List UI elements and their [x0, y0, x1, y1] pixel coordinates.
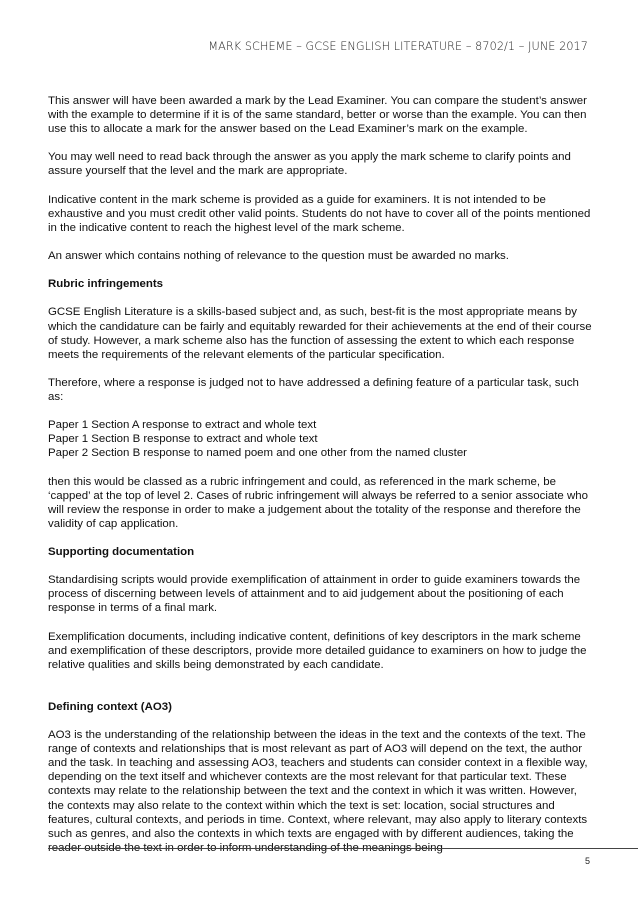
paragraph-best-fit: GCSE English Literature is a skills-based subject and, as such, best-fit is the most appropriate means by which the candidature can be fairly and equitably rewarded for their achievements at the end of their course of study. However, a mark scheme also has the function of assessing the extent to which each response meets the requirements of the relevant elements of the particular specification.: [48, 306, 592, 361]
heading-rubric-infringements: Rubric infringements: [48, 278, 164, 291]
list-item: Paper 1 Section A response to extract and whole text: [48, 419, 317, 432]
paper-section-list: [48, 418, 596, 460]
footer-divider: [48, 848, 638, 849]
paragraph-exemplification: Exemplification documents, including indicative content, definitions of key descriptors in the mark scheme and exemplification of these descriptors, provide more detailed guidance to examiners on how to judge the relative qualities and skills being demonstrated by each candidate.: [48, 630, 587, 671]
paragraph-read-back: You may well need to read back through the answer as you apply the mark scheme to clarify points and assure yourself that the level and the mark are appropriate.: [48, 151, 571, 178]
paragraph-standardising-scripts: Standardising scripts would provide exemplification of attainment in order to guide examiners towards the process of discerning between levels of attainment and to aid judgement about the positioning of each response in terms of a final mark.: [48, 574, 581, 615]
paragraph-lead-examiner: This answer will have been awarded a mark by the Lead Examiner. You can compare the student’s answer with the example to determine if it is of the same standard, better or worse than the example. You can then use this to allocate a mark for the answer based on the Lead Examiner’s mark on the example.: [48, 95, 587, 136]
page-number: 5: [584, 856, 590, 866]
paragraph-indicative-content: Indicative content in the mark scheme is provided as a guide for examiners. It is not intended to be exhaustive and you must credit other valid points. Students do not have to cover all of the points mentioned in the indicative content to reach the highest level of the mark scheme.: [48, 193, 591, 234]
list-item: Paper 2 Section B response to named poem and one other from the named cluster: [48, 447, 467, 460]
list-item: Paper 1 Section B response to extract and whole text: [48, 433, 318, 446]
paragraph-therefore: Therefore, where a response is judged not to have addressed a defining feature of a particular task, such as:: [48, 376, 579, 403]
paragraph-no-marks: An answer which contains nothing of relevance to the question must be awarded no marks.: [48, 250, 509, 263]
document-body: [48, 94, 596, 855]
paragraph-rubric-capped: then this would be classed as a rubric infringement and could, as referenced in the mark scheme, be ‘capped’ at the top of level 2. Cases of rubric infringement will always be referred to a senior associate who will review the response in order to make a judgement about the totality of the response and therefore the validity of cap application.: [48, 475, 588, 530]
paragraph-ao3: AO3 is the understanding of the relationship between the ideas in the text and the contexts of the text. The range of contexts and relationships that is most relevant as part of AO3 will depend on the text, the author and the task. In teaching and assessing AO3, teachers and students can consider context in a flexible way, depending on the text itself and whichever contexts are the most relevant for that particular text. These contexts may relate to the relationship between the text and the context in which it was written. However, the contexts may also relate to the context within which the text is set: location, social structures and features, cultural contexts, and periods in time. Context, where relevant, may also apply to literary contexts such as genres, and also the contexts in which texts are engaged with by different audiences, taking the reader outside the text in order to inform understanding of the meanings being: [48, 729, 588, 854]
heading-supporting-documentation: Supporting documentation: [48, 546, 195, 558]
heading-defining-context: Defining context (AO3): [48, 700, 172, 713]
running-header: MARK SCHEME – GCSE ENGLISH LITERATURE – 8702/1 – JUNE 2017: [208, 40, 588, 53]
